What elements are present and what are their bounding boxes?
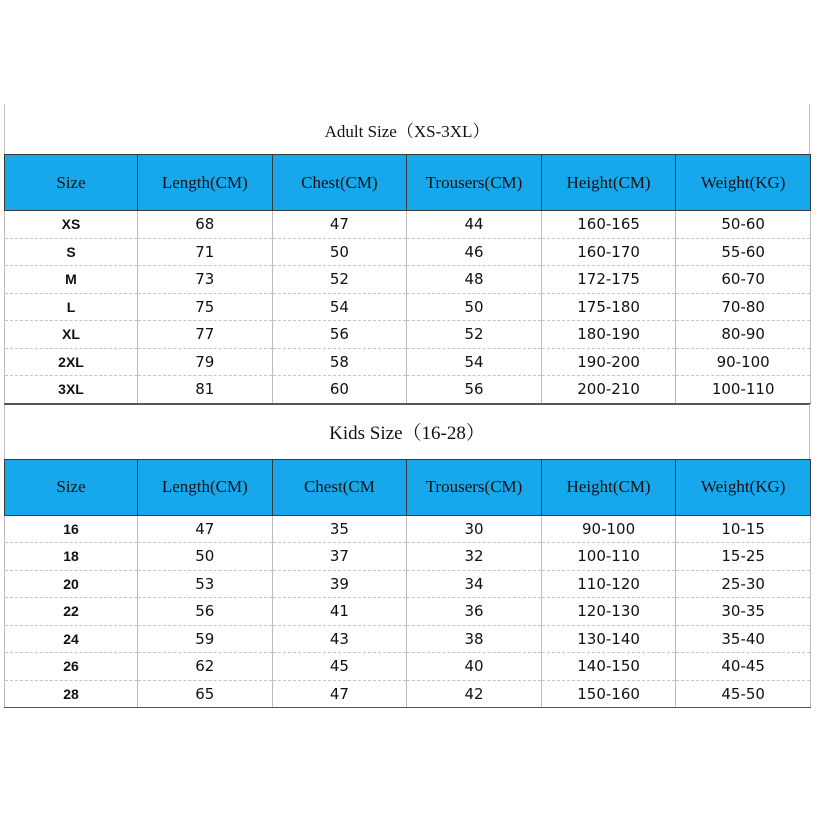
cell-weight: 10-15 [676, 515, 811, 543]
table-row [5, 515, 811, 543]
cell-size: XL [5, 321, 138, 349]
table-row [5, 293, 811, 321]
cell-chest: 45 [272, 653, 407, 681]
kids-header-row [5, 459, 811, 515]
cell-trousers: 30 [407, 515, 542, 543]
cell-chest: 39 [272, 570, 407, 598]
cell-weight: 70-80 [676, 293, 811, 321]
cell-length: 62 [138, 653, 273, 681]
cell-size: S [5, 238, 138, 266]
cell-length: 71 [138, 238, 273, 266]
cell-chest: 35 [272, 515, 407, 543]
cell-length: 47 [138, 515, 273, 543]
cell-height: 190-200 [541, 348, 676, 376]
cell-length: 81 [138, 376, 273, 404]
cell-weight: 90-100 [676, 348, 811, 376]
cell-height: 175-180 [541, 293, 676, 321]
cell-size: M [5, 266, 138, 294]
cell-size: 16 [5, 515, 138, 543]
adult-size-title: Adult Size（XS-3XL） [4, 104, 810, 154]
cell-trousers: 42 [407, 680, 542, 708]
cell-height: 130-140 [541, 625, 676, 653]
header-trousers: Trousers(CM) [407, 155, 542, 211]
cell-size: L [5, 293, 138, 321]
cell-length: 77 [138, 321, 273, 349]
cell-trousers: 50 [407, 293, 542, 321]
cell-weight: 35-40 [676, 625, 811, 653]
cell-chest: 47 [272, 680, 407, 708]
header-length: Length(CM) [138, 155, 273, 211]
table-row [5, 625, 811, 653]
cell-chest: 54 [272, 293, 407, 321]
cell-height: 90-100 [541, 515, 676, 543]
cell-trousers: 46 [407, 238, 542, 266]
cell-trousers: 56 [407, 376, 542, 404]
cell-length: 75 [138, 293, 273, 321]
cell-trousers: 38 [407, 625, 542, 653]
cell-chest: 56 [272, 321, 407, 349]
header-size: Size [5, 155, 138, 211]
header-weight: Weight(KG) [676, 459, 811, 515]
header-size: Size [5, 459, 138, 515]
cell-size: 2XL [5, 348, 138, 376]
cell-chest: 47 [272, 211, 407, 239]
cell-weight: 40-45 [676, 653, 811, 681]
table-row [5, 266, 811, 294]
header-weight: Weight(KG) [676, 155, 811, 211]
adult-header-row [5, 155, 811, 211]
cell-height: 140-150 [541, 653, 676, 681]
table-row [5, 376, 811, 404]
cell-height: 100-110 [541, 543, 676, 571]
cell-height: 180-190 [541, 321, 676, 349]
cell-size: 22 [5, 598, 138, 626]
header-chest: Chest(CM) [272, 155, 407, 211]
kids-size-title: Kids Size（16-28） [4, 404, 810, 459]
cell-size: 3XL [5, 376, 138, 404]
cell-height: 120-130 [541, 598, 676, 626]
cell-chest: 37 [272, 543, 407, 571]
size-chart [4, 104, 810, 708]
cell-height: 172-175 [541, 266, 676, 294]
cell-weight: 80-90 [676, 321, 811, 349]
cell-trousers: 40 [407, 653, 542, 681]
cell-trousers: 52 [407, 321, 542, 349]
header-chest: Chest(CM [272, 459, 407, 515]
cell-height: 110-120 [541, 570, 676, 598]
cell-chest: 52 [272, 266, 407, 294]
cell-size: 26 [5, 653, 138, 681]
cell-size: 20 [5, 570, 138, 598]
cell-weight: 55-60 [676, 238, 811, 266]
cell-size: 18 [5, 543, 138, 571]
cell-length: 68 [138, 211, 273, 239]
cell-chest: 43 [272, 625, 407, 653]
cell-length: 56 [138, 598, 273, 626]
cell-weight: 60-70 [676, 266, 811, 294]
cell-weight: 50-60 [676, 211, 811, 239]
header-height: Height(CM) [541, 459, 676, 515]
table-row [5, 321, 811, 349]
cell-height: 160-170 [541, 238, 676, 266]
cell-length: 59 [138, 625, 273, 653]
cell-trousers: 48 [407, 266, 542, 294]
table-row [5, 348, 811, 376]
cell-chest: 50 [272, 238, 407, 266]
cell-weight: 45-50 [676, 680, 811, 708]
cell-chest: 58 [272, 348, 407, 376]
cell-length: 73 [138, 266, 273, 294]
cell-weight: 25-30 [676, 570, 811, 598]
cell-length: 65 [138, 680, 273, 708]
header-height: Height(CM) [541, 155, 676, 211]
table-row [5, 238, 811, 266]
cell-weight: 30-35 [676, 598, 811, 626]
cell-size: 28 [5, 680, 138, 708]
cell-length: 50 [138, 543, 273, 571]
table-row [5, 570, 811, 598]
cell-height: 160-165 [541, 211, 676, 239]
table-row [5, 598, 811, 626]
cell-trousers: 32 [407, 543, 542, 571]
cell-trousers: 54 [407, 348, 542, 376]
header-trousers: Trousers(CM) [407, 459, 542, 515]
cell-length: 79 [138, 348, 273, 376]
cell-trousers: 36 [407, 598, 542, 626]
cell-trousers: 34 [407, 570, 542, 598]
cell-trousers: 44 [407, 211, 542, 239]
cell-height: 200-210 [541, 376, 676, 404]
header-length: Length(CM) [138, 459, 273, 515]
table-row [5, 211, 811, 239]
cell-chest: 41 [272, 598, 407, 626]
cell-height: 150-160 [541, 680, 676, 708]
table-row [5, 680, 811, 708]
cell-length: 53 [138, 570, 273, 598]
cell-size: 24 [5, 625, 138, 653]
adult-size-table [4, 154, 811, 404]
cell-weight: 100-110 [676, 376, 811, 404]
cell-size: XS [5, 211, 138, 239]
cell-weight: 15-25 [676, 543, 811, 571]
table-row [5, 543, 811, 571]
cell-chest: 60 [272, 376, 407, 404]
kids-size-table [4, 459, 811, 709]
table-row [5, 653, 811, 681]
